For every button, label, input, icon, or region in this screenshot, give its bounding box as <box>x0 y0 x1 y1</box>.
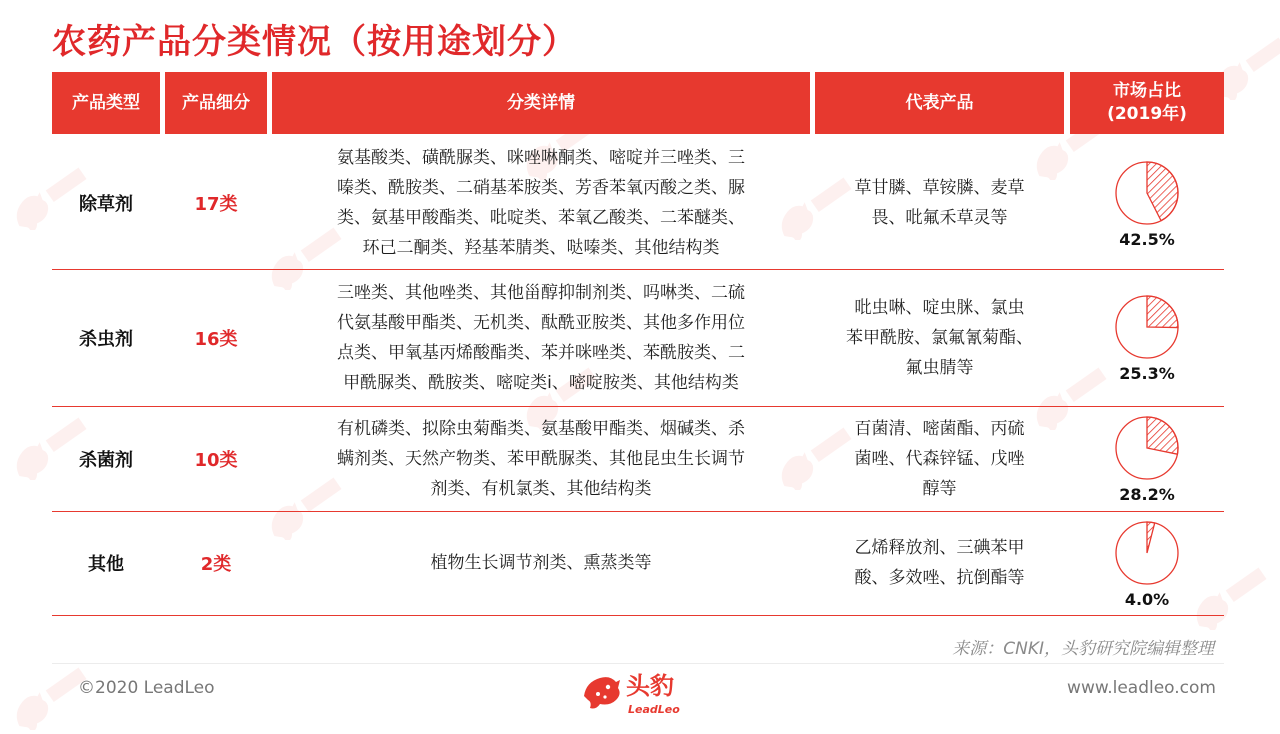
market-share-cell <box>1070 511 1224 615</box>
detail-text <box>431 548 652 578</box>
representative-line: 酸、多效唑、抗倒酯等 <box>854 568 1025 588</box>
representative-text <box>846 293 1033 383</box>
header-product-type: 产品类型 <box>52 72 160 134</box>
representative-line: 百菌清、嘧菌酯、丙硫 <box>854 418 1025 439</box>
header-share-line1: 市场占比 <box>1113 81 1181 101</box>
detail-line: 嗪类、酰胺类、二硝基苯胺类、芳香苯氧丙酸之类、脲 <box>337 178 745 198</box>
product-type-cell: 除草剂 <box>79 194 133 215</box>
detail-text <box>337 414 745 504</box>
representative-text <box>855 414 1025 504</box>
subdivision-count-cell: 16类 <box>194 328 238 350</box>
market-share-cell <box>1070 269 1224 406</box>
logo-cn-text: 头豹 <box>626 672 674 700</box>
detail-line: 螨剂类、天然产物类、苯甲酰脲类、其他昆虫生长调节 <box>337 448 745 469</box>
detail-text <box>337 278 745 398</box>
representative-products-cell <box>815 406 1064 511</box>
share-pie-icon <box>1112 292 1182 362</box>
detail-cell <box>272 137 810 269</box>
detail-line: 三唑类、其他唑类、其他甾醇抑制剂类、吗啉类、二硫 <box>337 282 745 303</box>
table-row <box>52 511 1224 615</box>
pie-share-slice <box>1147 296 1178 328</box>
row-divider <box>52 615 1224 616</box>
representative-products-cell <box>815 137 1064 269</box>
table-row <box>52 269 1224 406</box>
product-type-cell: 其他 <box>88 554 124 575</box>
header-market-share <box>1070 72 1224 134</box>
share-pie-icon <box>1112 158 1182 228</box>
representative-line: 氟虫腈等 <box>905 357 974 378</box>
share-percent-label: 42.5% <box>1119 229 1175 249</box>
representative-products-cell <box>815 269 1064 406</box>
market-share-cell <box>1070 137 1224 269</box>
representative-text <box>855 533 1025 593</box>
leopard-logo-icon <box>580 666 704 718</box>
detail-cell <box>272 511 810 615</box>
logo-en-text: LeadLeo <box>628 703 680 716</box>
subdivision-count-cell: 2类 <box>200 554 232 575</box>
subdivision-count-cell: 10类 <box>194 449 238 471</box>
representative-products-cell <box>815 511 1064 615</box>
header-detail: 分类详情 <box>272 72 810 134</box>
product-type-cell: 杀菌剂 <box>79 449 133 471</box>
market-share-cell <box>1070 406 1224 511</box>
detail-line: 植物生长调节剂类、熏蒸类等 <box>430 553 652 573</box>
website-url: www.leadleo.com <box>1067 678 1216 698</box>
representative-line: 畏、吡氟禾草灵等 <box>871 208 1008 228</box>
header-share-line2: (2019年) <box>1107 104 1187 124</box>
detail-line: 类、氨基甲酸酯类、吡啶类、苯氧乙酸类、二苯醚类、 <box>337 208 745 228</box>
share-pie-icon <box>1112 518 1182 588</box>
representative-line: 吡虫啉、啶虫脒、氯虫 <box>854 297 1025 318</box>
source-note: 来源：CNKI，头豹研究院编辑整理 <box>952 639 1214 659</box>
detail-line: 剂类、有机氯类、其他结构类 <box>430 478 652 499</box>
share-percent-label: 25.3% <box>1119 364 1175 383</box>
pie-share-slice <box>1147 417 1178 454</box>
copyright: ©2020 LeadLeo <box>78 678 215 698</box>
representative-line: 乙烯释放剂、三碘苯甲 <box>854 538 1025 558</box>
representative-text <box>855 173 1025 233</box>
header-representative: 代表产品 <box>815 72 1064 134</box>
representative-line: 草甘膦、草铵膦、麦草 <box>854 178 1025 198</box>
subdivision-count-cell: 17类 <box>194 194 238 215</box>
detail-line: 有机磷类、拟除虫菊酯类、氨基酸甲酯类、烟碱类、杀 <box>337 418 745 439</box>
detail-line: 环己二酮类、羟基苯腈类、哒嗪类、其他结构类 <box>362 238 720 258</box>
table-row <box>52 137 1224 269</box>
share-percent-label: 4.0% <box>1124 589 1170 609</box>
detail-line: 甲酰脲类、酰胺类、嘧啶类i、嘧啶胺类、其他结构类 <box>343 372 739 393</box>
share-percent-label: 28.2% <box>1119 485 1175 504</box>
detail-line: 代氨基酸甲酯类、无机类、酞酰亚胺类、其他多作用位 <box>337 312 745 333</box>
detail-cell <box>272 406 810 511</box>
detail-text <box>337 143 745 263</box>
representative-line: 菌唑、代森锌锰、戊唑 <box>854 448 1025 469</box>
header-subdivision: 产品细分 <box>165 72 267 134</box>
detail-cell <box>272 269 810 406</box>
table-row <box>52 406 1224 511</box>
representative-line: 苯甲酰胺、氯氟氰菊酯、 <box>846 327 1033 348</box>
detail-line: 氨基酸类、磺酰脲类、咪唑啉酮类、嘧啶并三唑类、三 <box>337 148 745 168</box>
footer-divider <box>52 663 1224 664</box>
representative-line: 醇等 <box>922 478 957 499</box>
leadleo-logo <box>580 666 704 718</box>
detail-line: 点类、甲氧基丙烯酸酯类、苯并咪唑类、苯酰胺类、二 <box>337 342 745 363</box>
share-pie-icon <box>1112 413 1182 483</box>
page-title: 农药产品分类情况（按用途划分） <box>52 22 577 62</box>
product-type-cell: 杀虫剂 <box>79 328 133 350</box>
